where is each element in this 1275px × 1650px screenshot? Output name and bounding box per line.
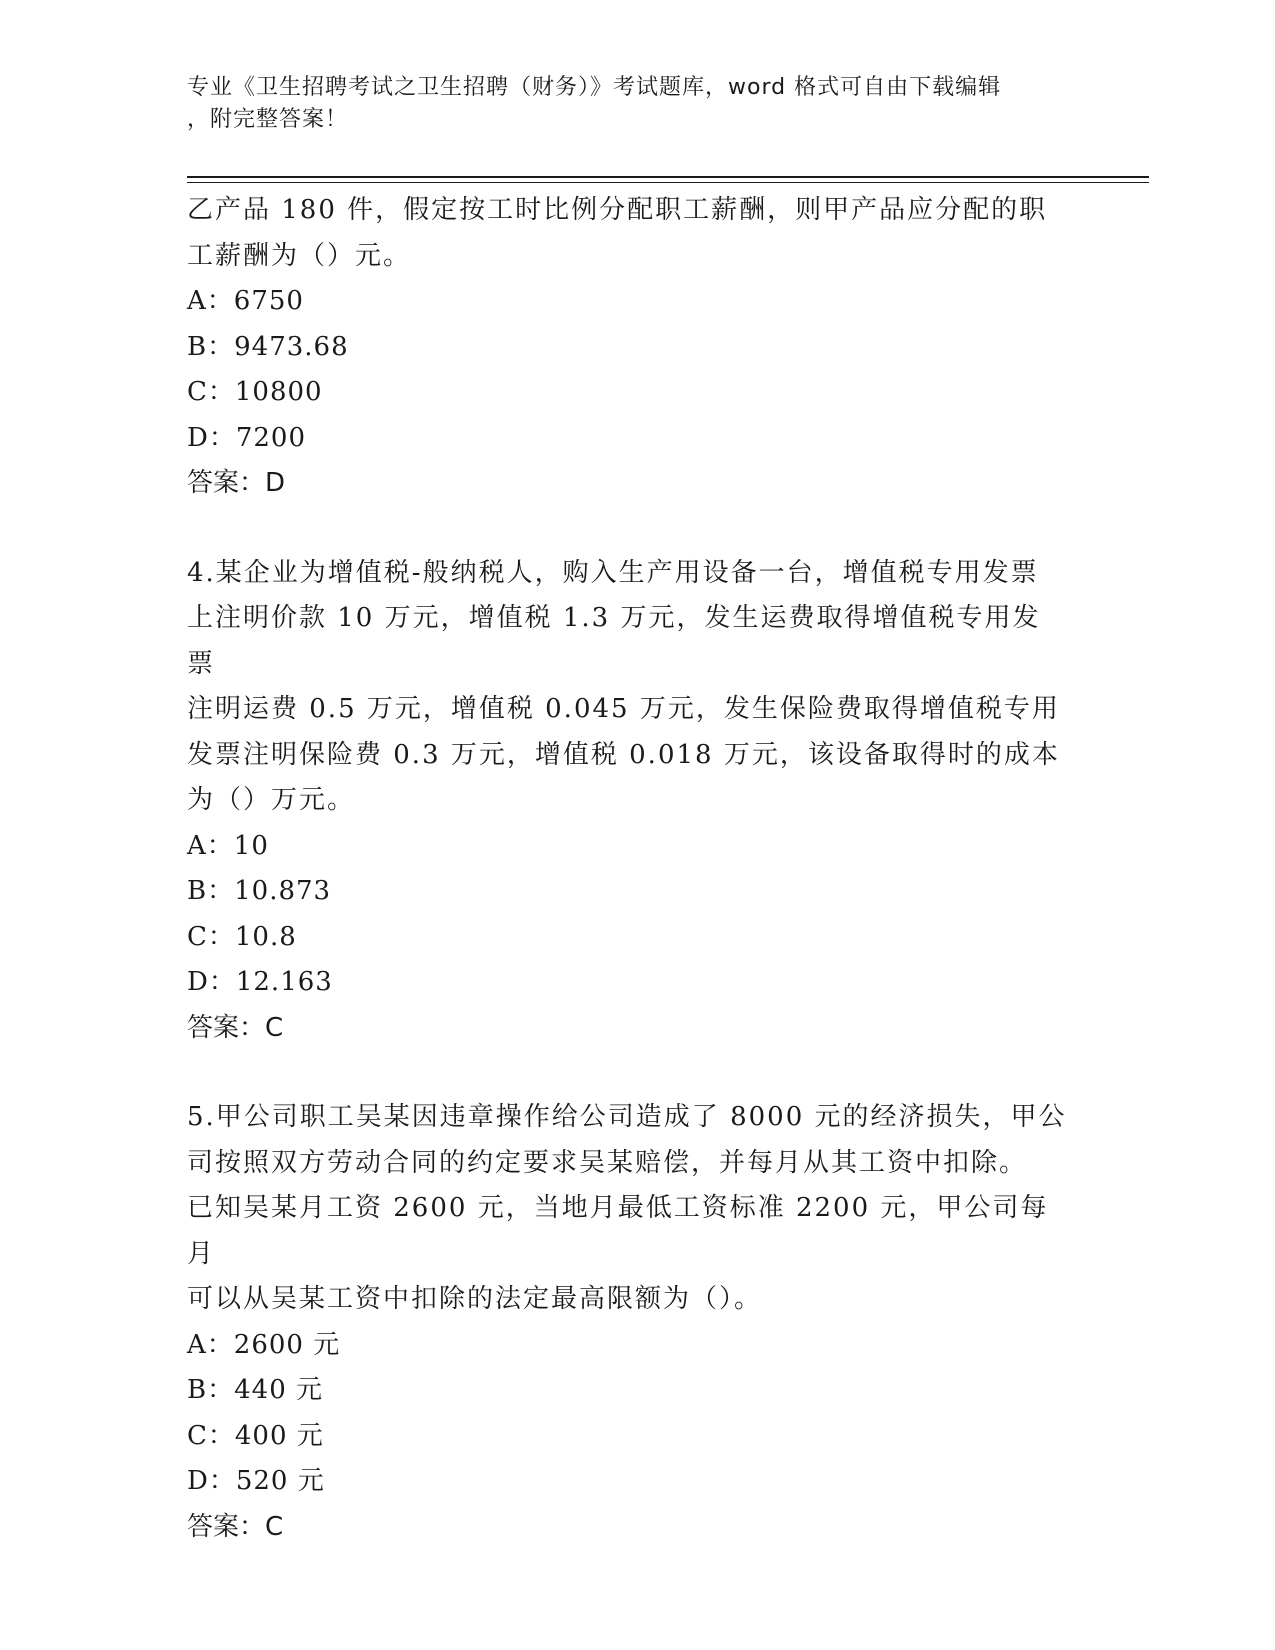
option-c: C：10800	[187, 377, 323, 407]
question-list	[187, 188, 1067, 1550]
answer-line: 答案：D	[187, 468, 286, 498]
option-d: D：7200	[187, 422, 307, 453]
question-stem-line: 为（）万元。	[187, 785, 356, 815]
question-spacer	[187, 1051, 1067, 1095]
document-header	[187, 72, 1067, 136]
question-stem-line: 上注明价款 10 万元，增值税 1.3 万元，发生运费取得增值税专用发票	[187, 603, 1041, 679]
question-5	[187, 1095, 1067, 1550]
option-a: A：6750	[187, 286, 304, 316]
question-4	[187, 551, 1067, 1052]
question-stem-line: 司按照双方劳动合同的约定要求吴某赔偿，并每月从其工资中扣除。	[187, 1147, 1028, 1178]
header-line-1: 专业《卫生招聘考试之卫生招聘（财务）》考试题库，word 格式可自由下载编辑	[187, 75, 1002, 100]
option-c: C：10.8	[187, 921, 297, 952]
answer-line: 答案：C	[187, 1511, 284, 1542]
header-divider-thin	[187, 182, 1149, 183]
option-b: B：10.873	[187, 876, 332, 906]
option-d: D：520 元	[187, 1466, 325, 1496]
question-stem-line: 注明运费 0.5 万元，增值税 0.045 万元，发生保险费取得增值税专用	[187, 694, 1060, 724]
question-spacer	[187, 507, 1067, 551]
question-stem-line: 可以从吴某工资中扣除的法定最高限额为（）。	[187, 1284, 763, 1314]
question-3	[187, 188, 1067, 507]
question-stem-line: 已知吴某月工资 2600 元，当地月最低工资标准 2200 元，甲公司每月	[187, 1193, 1049, 1269]
option-b: B：440 元	[187, 1375, 323, 1405]
header-divider-thick	[187, 176, 1149, 178]
question-stem-line: 工薪酬为（）元。	[187, 240, 412, 271]
option-a: A：10	[187, 830, 269, 861]
option-b: B：9473.68	[187, 331, 349, 362]
header-line-2: ，附完整答案！	[187, 107, 349, 132]
question-stem-line: 4.某企业为增值税-般纳税人，购入生产用设备一台，增值税专用发票	[187, 557, 1039, 588]
question-stem-line: 乙产品 180 件，假定按工时比例分配职工薪酬，则甲产品应分配的职	[187, 195, 1048, 225]
question-stem-line: 5.甲公司职工吴某因违章操作给公司造成了 8000 元的经济损失，甲公	[187, 1102, 1067, 1132]
option-a: A：2600 元	[187, 1329, 341, 1360]
question-stem-line: 发票注明保险费 0.3 万元，增值税 0.018 万元，该设备取得时的成本	[187, 739, 1060, 770]
answer-line: 答案：C	[187, 1012, 284, 1043]
option-c: C：400 元	[187, 1420, 324, 1451]
option-d: D：12.163	[187, 967, 333, 997]
